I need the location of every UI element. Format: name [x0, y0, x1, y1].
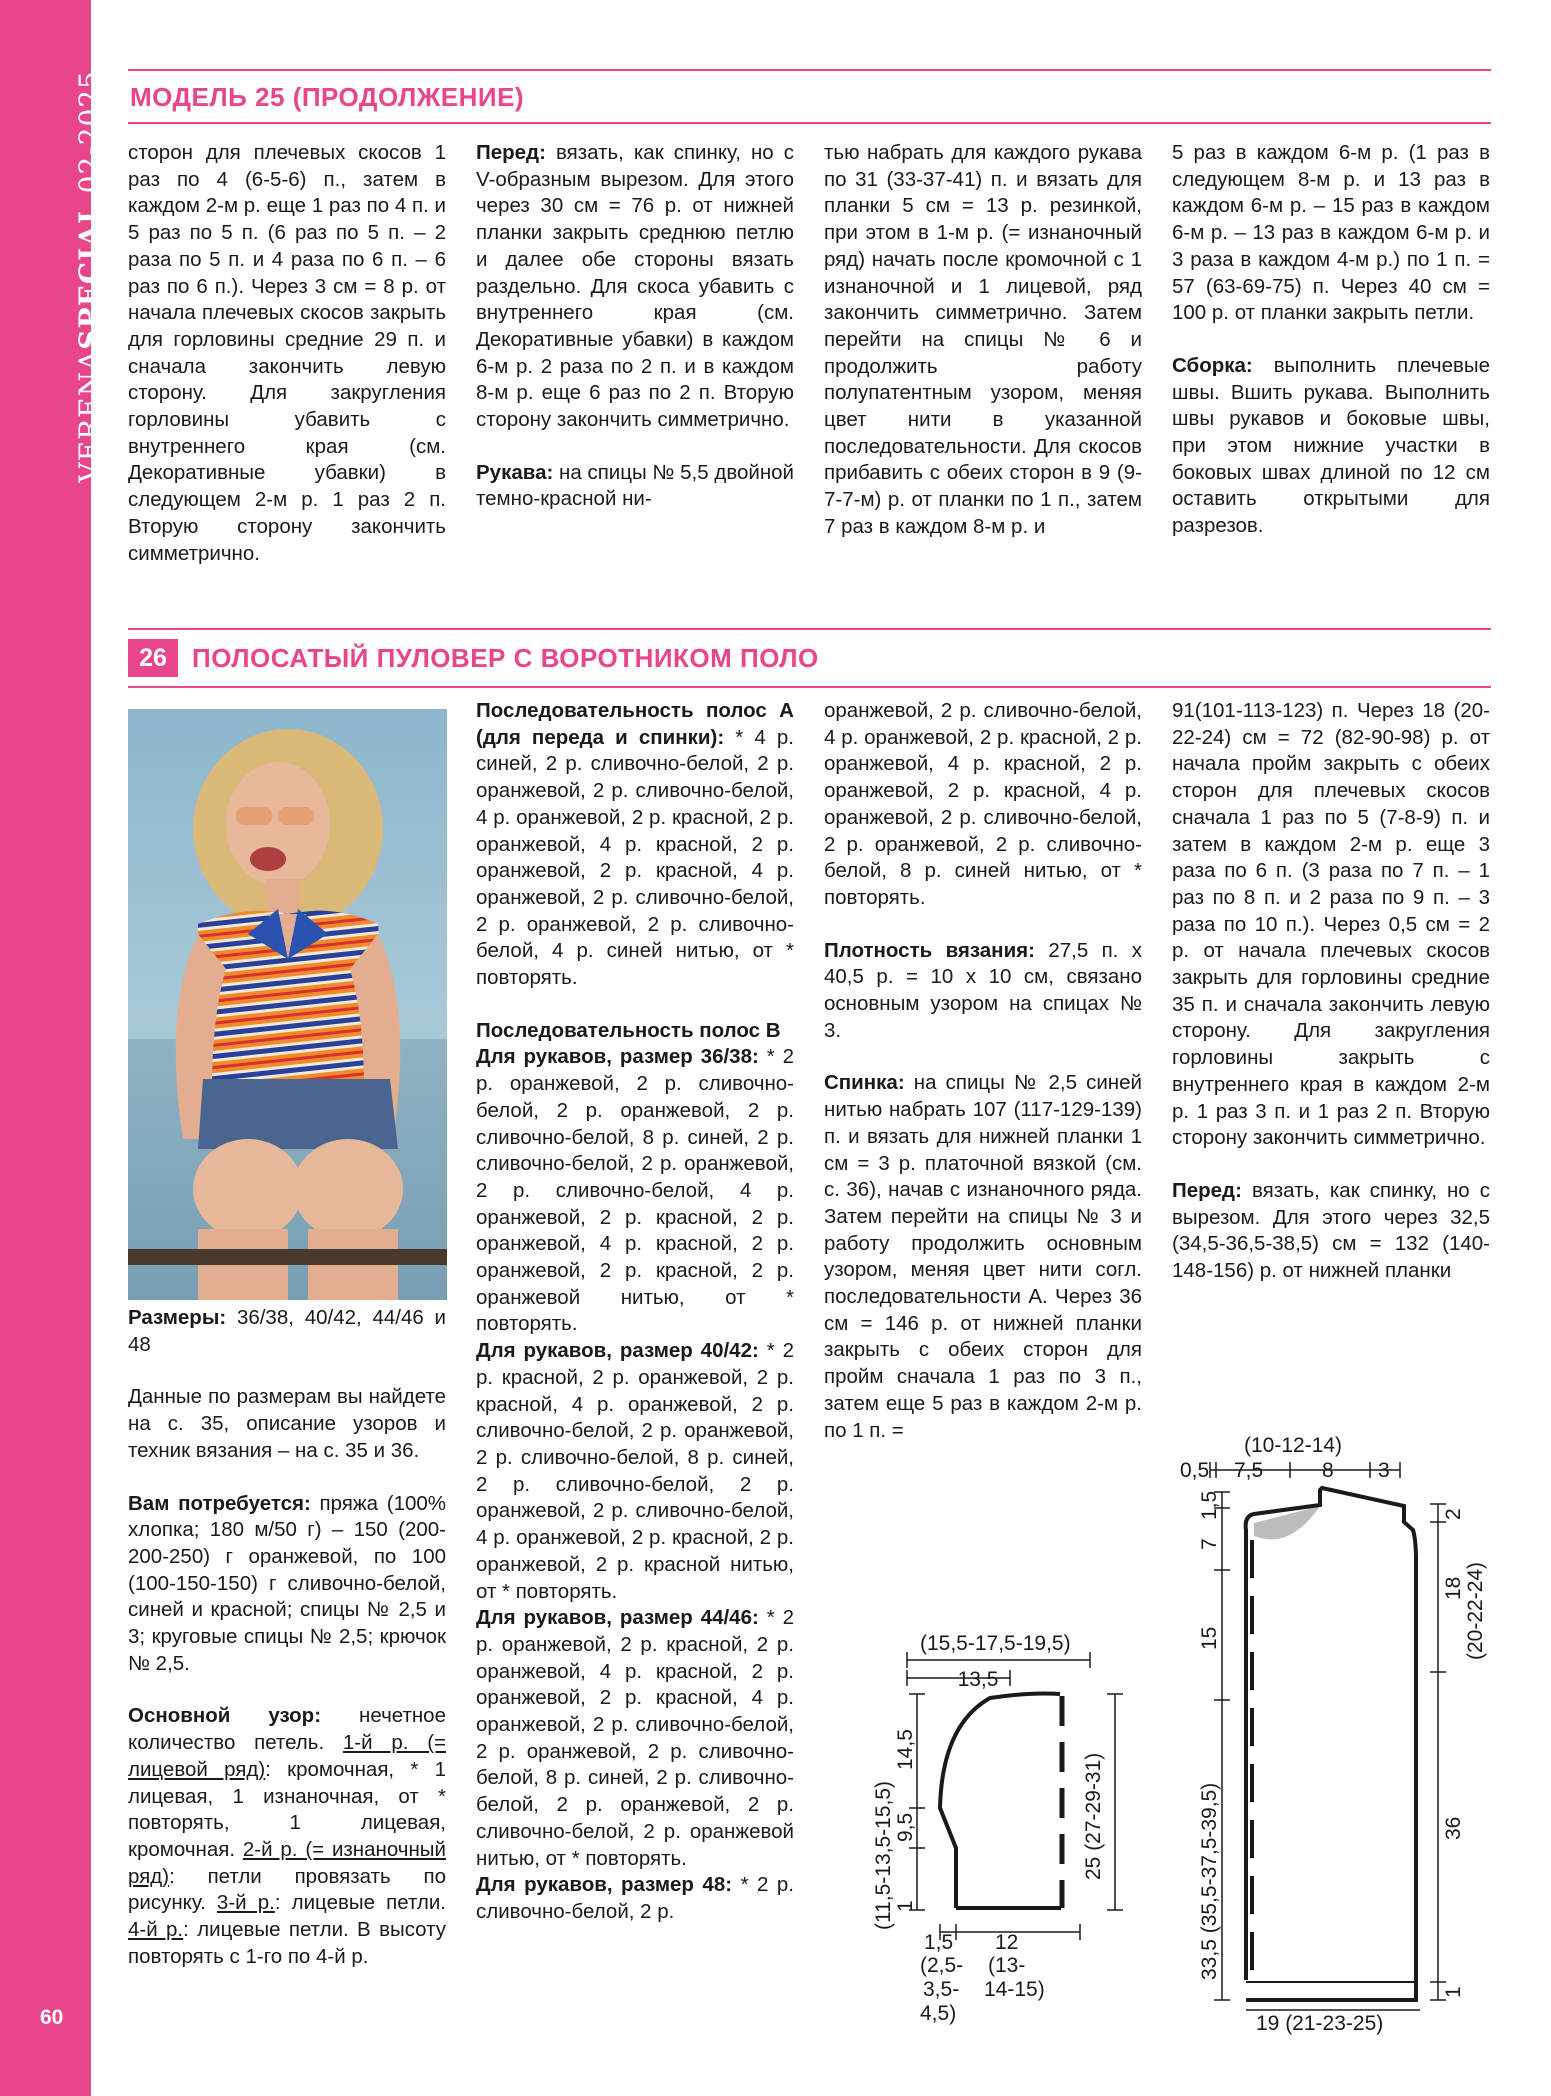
sleeve-dim-left-sizes: (11,5-13,5-15,5) [872, 1780, 895, 1930]
model-number-badge: 26 [128, 639, 178, 677]
sleeve-dim-bottom-right: 12 [995, 1931, 1019, 1954]
paragraph-sleeve-44: Для рукавов, размер 44/46: * 2 р. оранжевой, 2 р. красной, 2 р. оранжевой, 4 р. красной, 2 р. оранжевой, 2 р. красной, 4 р. оранжевой, 2 р. сливочно-белой, 2 р. оранжевой, 2 р. сливочно-белой, 8 р. синей, 2 р. сливочно-белой, 2 р. оранжевой, 2 р. сливочно-белой, 2 р. оранжевой нитью, от * повторять. [476, 1606, 794, 1870]
body-outline [1246, 1488, 1416, 2000]
model25-title: МОДЕЛЬ 25 (ПРОДОЛЖЕНИЕ) [130, 82, 525, 112]
sleeve-outline [940, 1694, 1060, 1909]
paragraph-materials: Вам потребуется: пряжа (100% хлопка; 180 м/50 г) – 150 (200-200-250) г оранжевой, по 100 (100-150-150) г сливочно-белой, синей и красной; спицы № 2,5 и 3; круговые спицы № 2,5; крючок № 2,5. [128, 1491, 446, 1675]
body-dim-right: 36 [1442, 1816, 1465, 1840]
sidebar [0, 0, 106, 2096]
sleeve-dim-bottom-left: 1,5 [924, 1931, 954, 1954]
section-rule [128, 628, 1491, 630]
paragraph: сторон для плечевых скосов 1 раз по 4 (6-5-6) п., затем в каждом 2-м р. еще 1 раз по 4 п. и 5 раз по 5 п. (6 раз по 5 п. – 2 раза по 5 п. и 4 раза по 6 п. – 6 раз по 6 п.). Через 3 см = 8 р. от начала плечевых скосов закрыть для горловины средние 29 п. и сначала закончить левую сторону. Для закругления горловины убавить с внутреннего края (см. Декоративные убавки) в следующем 2-м р. 1 раз 2 п. Вторую сторону закончить симметрично. [128, 141, 446, 565]
paragraph-sleeve-36: Для рукавов, размер 36/38: * 2 р. оранжевой, 2 р. сливочно-белой, 2 р. оранжевой, 2 р. сливочно-белой, 8 р. синей, 2 р. сливочно-белой, 2 р. оранжевой, 2 р. сливочно-белой, 4 р. оранжевой, 2 р. красной, 2 р. оранжевой, 4 р. красной, 2 р. оранжевой, 2 р. красной, 2 р. оранжевой нитью, от * повторять. [476, 1045, 794, 1336]
paragraph: оранжевой, 2 р. сливочно-белой, 4 р. оранжевой, 2 р. красной, 2 р. оранжевой, 4 р. красной, 2 р. оранжевой, 2 р. красной, 4 р. оранжевой, 2 р. сливочно-белой, 2 р. оранжевой, 2 р. сливочно-белой, 8 р. синей нитью, от * повторять. [824, 699, 1142, 909]
body-dim-left: 1,5 [1198, 1490, 1221, 1520]
body-dim-right: 18 [1442, 1576, 1465, 1600]
body-dim-top: 7,5 [1234, 1459, 1264, 1482]
paragraph-sequence-b-title: Последовательность полос В [476, 1018, 781, 1042]
model26-title: ПОЛОСАТЫЙ ПУЛОВЕР С ВОРОТНИКОМ ПОЛО [192, 643, 819, 673]
paragraph: тью набрать для каждого рукава по 31 (33-37-41) п. и вязать для планки 5 см = 13 р. резинкой, при этом в 1-м р. (= изнаночный ряд) начать после кромочной с 1 изнаночной и 1 лицевой, ряд закончить симметрично. Затем перейти на спицы № 6 и продолжить работу полупатентным узором, меняя цвет нити в указанной последовательности. Для скосов прибавить с обеих сторон в 9 (9-7-7-м) р. от планки по 1 п., затем 7 раз в каждом 8-м р. и [824, 141, 1142, 538]
sleeve-schematic [860, 1620, 1130, 2030]
model-photo [128, 709, 447, 1300]
model26-col2 [476, 698, 794, 1926]
sleeve-dim-top-sizes: (15,5-17,5-19,5) [920, 1632, 1071, 1655]
body-dim-top-sizes: (10-12-14) [1244, 1434, 1343, 1457]
body-dim-left: 33,5 (35,5-37,5-39,5) [1198, 1782, 1221, 1980]
paragraph-front: Перед: вязать, как спинку, но с V-образным вырезом. Для этого через 30 см = 76 р. от нижней планки закрыть среднюю петлю и далее обе стороны вязать раздельно. Для скоса убавить с внутреннего края (см. Декоративные убавки) в каждом 6-м р. 2 раза по 2 п. и в каждом 8-м р. еще 6 раз по 2 п. Вторую сторону закончить симметрично. [476, 141, 794, 432]
paragraph-sleeve-40: Для рукавов, размер 40/42: * 2 р. красной, 2 р. оранжевой, 2 р. красной, 4 р. оранжевой, 2 р. сливочно-белой, 2 р. оранжевой, 2 р. сливочно-белой, 8 р. синей, 2 р. сливочно-белой, 2 р. оранжевой, 2 р. сливочно-белой, 4 р. оранжевой, 2 р. красной, 2 р. оранжевой, 2 р. красной нитью, от * повторять. [476, 1339, 794, 1603]
model26-col4 [1172, 698, 1490, 1311]
section-rule [128, 686, 1491, 688]
model25-col2 [476, 140, 794, 539]
body-dim-top: 3 [1378, 1459, 1390, 1482]
section-rule-top [128, 69, 1491, 71]
sleeve-dim-bottom-right-sizes: (13- [988, 1954, 1026, 1977]
body-dim-right: 2 [1442, 1508, 1465, 1520]
sleeve-dim-bottom-right-sizes: 14-15) [984, 1978, 1045, 2001]
sleeve-dim-right: 25 (27-29-31) [1082, 1752, 1105, 1880]
paragraph-back: Спинка: на спицы № 2,5 синей нитью набрать 107 (117-129-139) п. и вязать для нижней планки 1 см = 3 р. платочной вязкой (см. с. 36), начав с изнаночного ряда. Затем перейти на спицы № 3 и работу продолжить основным узором, меняя цвет нити согл. последовательности А. Через 36 см = 146 р. от нижней планки закрыть с обеих сторон для пройм сначала 1 раз по 3 п., затем еще 5 раз в каждом 2-м р. по 1 п. = [824, 1071, 1142, 1442]
sleeve-dim-left-upper: 14,5 [894, 1729, 917, 1770]
sleeve-dim-left-lower: 9,5 [894, 1812, 917, 1842]
page-number: 60 [40, 2006, 64, 2029]
sleeve-dim-left-bottom: 1 [894, 1900, 917, 1912]
sleeve-dim-bottom-left-sizes: (2,5- [920, 1954, 964, 1977]
paragraph-sequence-a: Последовательность полос А (для переда и спинки): * 4 р. синей, 2 р. сливочно-белой, 2 р. оранжевой, 2 р. сливочно-белой, 4 р. оранжевой, 2 р. красной, 2 р. оранжевой, 4 р. красной, 2 р. оранжевой, 2 р. красной, 4 р. оранжевой, 2 р. сливочно-белой, 2 р. оранжевой, 2 р. сливочно-белой, 4 р. синей нитью, от * повторять. [476, 699, 794, 990]
model25-col1 [128, 140, 446, 593]
paragraph-data: Данные по размерам вы найдете на с. 35, описание узоров и техник вязания – на с. 35 и 36. [128, 1385, 446, 1462]
paragraph-sleeves: Рукава: на спицы № 5,5 двойной темно-красной ни- [476, 460, 794, 511]
body-dim-right: (20-22-24) [1464, 1561, 1487, 1660]
model26-col3 [824, 698, 1142, 1470]
paragraph-front: Перед: вязать, как спинку, но с вырезом. Для этого через 32,5 (34,5-36,5-38,5) см = 132 (140-148-156) р. от нижней планки [1172, 1178, 1490, 1283]
paragraph-sizes: Размеры: 36/38, 40/42, 44/46 и 48 [128, 1306, 446, 1356]
paragraph-density: Плотность вязания: 27,5 п. х 40,5 р. = 10 х 10 см, связано основным узором на спицах № 3. [824, 938, 1142, 1042]
paragraph: 91(101-113-123) п. Через 18 (20-22-24) см = 72 (82-90-98) р. от начала пройм закрыть с обеих сторон для плечевых скосов сначала 1 раз по 5 (7-8-9) п. и затем в каждом 2-м р. еще 3 раза по 6 п. (3 раза по 7 п. – 1 раз по 8 п. и 2 раза по 9 п. – 3 раза по 10 п.). Через 0,5 см = 2 р. от начала плечевых скосов закрыть для горловины средние 35 п. и сначала закончить левую сторону. Для закругления горловины закрыть с внутреннего края в каждом 2-м р. 1 раз 3 п. и 1 раз 2 п. Вторую сторону закончить симметрично. [1172, 699, 1490, 1150]
model26-col1 [128, 1305, 446, 1996]
magazine-masthead: VERENASPECIAL 02-2025 [73, 70, 106, 483]
body-dim-left: 15 [1198, 1626, 1221, 1650]
photo-illustration [128, 709, 447, 1300]
body-dim-left: 7 [1198, 1538, 1221, 1550]
body-dim-top: 8 [1322, 1459, 1334, 1482]
sleeve-dim-top: 13,5 [957, 1668, 999, 1691]
body-dim-right: 1 [1442, 1986, 1465, 1998]
model25-col4 [1172, 140, 1490, 566]
paragraph-sleeve-48: Для рукавов, размер 48: * 2 р. сливочно-белой, 2 р. [476, 1873, 794, 1923]
paragraph-pattern: Основной узор: нечетное количество петель. 1-й р. (= лицевой ряд): кромочная, * 1 лицевая, 1 изнаночная, от * повторять, 1 лицевая, кромочная. 2-й р. (= изнаночный ряд): петли провязать по рисунку. 3-й р.: лицевые петли. 4-й р.: лицевые петли. В высоту повторять с 1-го по 4-й р. [128, 1704, 446, 1968]
sleeve-dim-bottom-left-sizes: 4,5) [920, 2002, 957, 2025]
body-dim-bottom: 19 (21-23-25) [1256, 2012, 1384, 2035]
body-schematic [1170, 1420, 1500, 2040]
paragraph: 5 раз в каждом 6-м р. (1 раз в следующем 8-м р. и 13 раз в каждом 6-м р. – 15 раз в каждом 6-м р. – 13 раз в каждом 6-м р. и 3 раза в каждом 4-м р.) по 1 п. = 57 (63-69-75) п. Через 40 см = 100 р. от планки закрыть петли. [1172, 141, 1490, 325]
section-rule [128, 122, 1491, 124]
sleeve-dim-bottom-left-sizes: 3,5- [923, 1978, 960, 2001]
model25-col3 [824, 140, 1142, 567]
paragraph-assembly: Сборка: выполнить плечевые швы. Вшить рукава. Выполнить швы рукавов и боковые швы, при этом нижние участки в боковых швах длиной по 12 см оставить открытыми для разрезов. [1172, 353, 1490, 538]
body-dim-top: 0,5 [1180, 1459, 1210, 1482]
